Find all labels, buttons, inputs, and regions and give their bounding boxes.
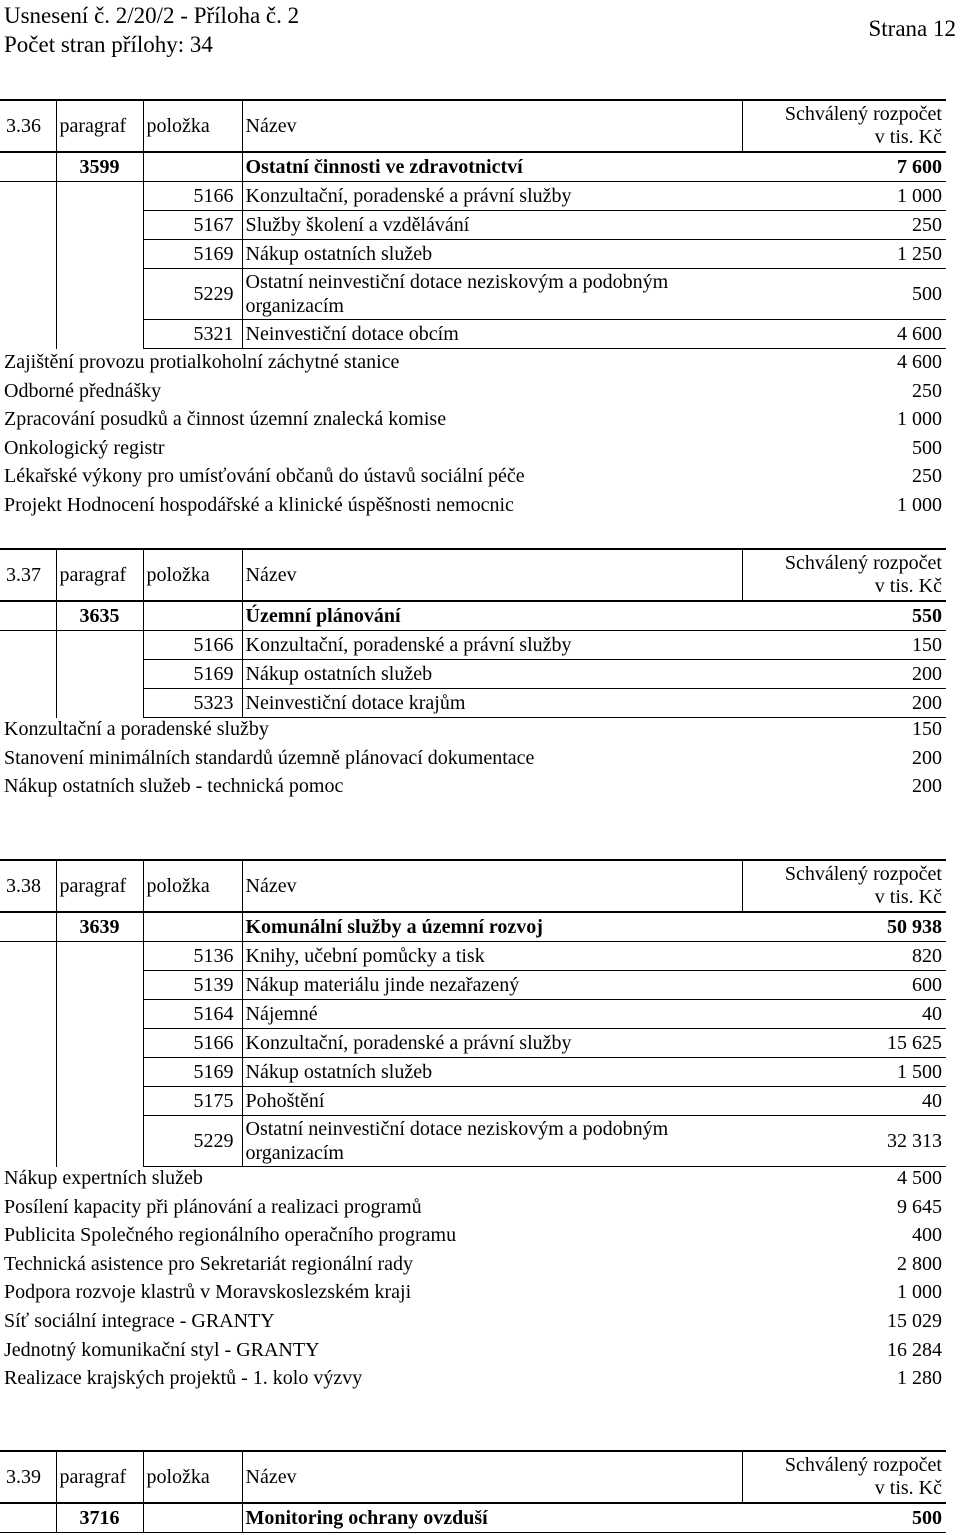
section-number: 3.39 xyxy=(0,1451,56,1503)
item-amount: 1 000 xyxy=(742,182,946,211)
item-name: Knihy, učební pomůcky a tisk xyxy=(242,942,742,971)
empty-cell xyxy=(0,912,56,942)
empty-cell xyxy=(56,631,143,660)
empty-cell xyxy=(0,320,56,349)
empty-cell xyxy=(0,1116,56,1167)
purpose-list-3-38 xyxy=(4,1164,942,1393)
item-code: 5229 xyxy=(143,1116,242,1167)
list-item xyxy=(4,1221,942,1250)
list-item xyxy=(4,377,942,406)
empty-cell xyxy=(0,689,56,718)
item-name: Nákup ostatních služeb xyxy=(242,1058,742,1087)
purpose-amount: 16 284 xyxy=(887,1338,942,1361)
table-row xyxy=(0,269,946,320)
table-row xyxy=(0,631,946,660)
empty-cell xyxy=(0,1058,56,1087)
purpose-list-3-37 xyxy=(4,715,942,801)
purpose-name: Posílení kapacity při plánování a realizaci programů xyxy=(4,1195,422,1218)
purpose-name: Podpora rozvoje klastrů v Moravskoslezském kraji xyxy=(4,1281,412,1304)
item-amount: 150 xyxy=(742,631,946,660)
item-code: 5169 xyxy=(143,660,242,689)
table-row xyxy=(0,320,946,349)
budget-header-line1: Schválený rozpočet xyxy=(784,1454,942,1476)
empty-cell xyxy=(56,211,143,240)
purpose-amount: 200 xyxy=(912,746,942,769)
item-name: Ostatní neinvestiční dotace neziskovým a podobným organizacím xyxy=(242,269,742,320)
item-amount: 40 xyxy=(742,1087,946,1116)
item-amount: 200 xyxy=(742,689,946,718)
section-number: 3.36 xyxy=(0,100,56,152)
empty-cell xyxy=(0,240,56,269)
item-amount: 4 600 xyxy=(742,320,946,349)
list-item xyxy=(4,491,942,520)
col-budget-header xyxy=(742,1451,946,1503)
empty-cell xyxy=(56,971,143,1000)
empty-cell xyxy=(56,1116,143,1167)
col-budget-header xyxy=(742,860,946,912)
col-nazev-header: Název xyxy=(242,1451,742,1503)
table-row xyxy=(0,182,946,211)
col-paragraf-header: paragraf xyxy=(56,549,143,601)
purpose-name: Stanovení minimálních standardů územně plánovací dokumentace xyxy=(4,746,535,769)
budget-table xyxy=(0,1450,946,1533)
section-3-38 xyxy=(0,859,946,1167)
group-row xyxy=(0,1503,946,1533)
col-nazev-header: Název xyxy=(242,100,742,152)
purpose-amount: 9 645 xyxy=(897,1195,942,1218)
item-amount: 600 xyxy=(742,971,946,1000)
table-row xyxy=(0,660,946,689)
table-header-row xyxy=(0,1451,946,1503)
list-item xyxy=(4,434,942,463)
empty-cell xyxy=(56,1087,143,1116)
list-item xyxy=(4,1364,942,1393)
empty-cell xyxy=(0,182,56,211)
table-row xyxy=(0,1000,946,1029)
item-code: 5175 xyxy=(143,1087,242,1116)
col-paragraf-header: paragraf xyxy=(56,860,143,912)
group-paragraf: 3599 xyxy=(56,152,143,182)
item-amount: 1 500 xyxy=(742,1058,946,1087)
col-nazev-header: Název xyxy=(242,860,742,912)
empty-cell xyxy=(143,1503,242,1533)
purpose-amount: 250 xyxy=(912,379,942,402)
col-budget-header xyxy=(742,100,946,152)
table-row xyxy=(0,1116,946,1167)
list-item xyxy=(4,1164,942,1193)
empty-cell xyxy=(56,320,143,349)
col-polozka-header: položka xyxy=(143,860,242,912)
document-title: Usnesení č. 2/20/2 - Příloha č. 2 xyxy=(4,3,300,28)
list-item xyxy=(4,348,942,377)
section-3-39 xyxy=(0,1450,946,1533)
table-row xyxy=(0,942,946,971)
list-item xyxy=(4,462,942,491)
empty-cell xyxy=(56,942,143,971)
empty-cell xyxy=(143,152,242,182)
item-code: 5136 xyxy=(143,942,242,971)
empty-cell xyxy=(0,631,56,660)
table-header-row xyxy=(0,100,946,152)
item-name: Neinvestiční dotace obcím xyxy=(242,320,742,349)
item-name: Služby školení a vzdělávání xyxy=(242,211,742,240)
item-code: 5169 xyxy=(143,1058,242,1087)
purpose-amount: 200 xyxy=(912,775,942,798)
purpose-name: Konzultační a poradenské služby xyxy=(4,718,269,740)
table-row xyxy=(0,211,946,240)
group-row xyxy=(0,152,946,182)
group-name: Monitoring ochrany ovzduší xyxy=(242,1503,742,1533)
item-code: 5169 xyxy=(143,240,242,269)
table-row xyxy=(0,1058,946,1087)
group-paragraf: 3639 xyxy=(56,912,143,942)
purpose-name: Publicita Společného regionálního operačního programu xyxy=(4,1224,457,1247)
col-nazev-header: Název xyxy=(242,549,742,601)
purpose-list-3-36 xyxy=(4,348,942,520)
page-number: Strana 12 xyxy=(868,16,956,41)
item-code: 5167 xyxy=(143,211,242,240)
budget-table xyxy=(0,859,946,1167)
purpose-name: Onkologický registr xyxy=(4,436,165,459)
col-polozka-header: položka xyxy=(143,549,242,601)
purpose-name: Realizace krajských projektů - 1. kolo výzvy xyxy=(4,1367,363,1390)
purpose-amount: 2 800 xyxy=(897,1252,942,1275)
item-code: 5166 xyxy=(143,182,242,211)
item-name: Nákup ostatních služeb xyxy=(242,240,742,269)
list-item xyxy=(4,744,942,773)
group-paragraf: 3716 xyxy=(56,1503,143,1533)
item-name: Nákup ostatních služeb xyxy=(242,660,742,689)
budget-header-line2: v tis. Kč xyxy=(874,886,942,908)
empty-cell xyxy=(56,182,143,211)
item-name: Konzultační, poradenské a právní služby xyxy=(242,1029,742,1058)
section-3-37 xyxy=(0,548,946,718)
empty-cell xyxy=(0,1029,56,1058)
purpose-amount: 1 000 xyxy=(897,1281,942,1304)
item-amount: 32 313 xyxy=(742,1116,946,1167)
section-number: 3.38 xyxy=(0,860,56,912)
budget-header-line1: Schválený rozpočet xyxy=(784,103,942,125)
empty-cell xyxy=(56,1058,143,1087)
group-row xyxy=(0,912,946,942)
group-amount: 550 xyxy=(742,601,946,631)
empty-cell xyxy=(143,601,242,631)
group-amount: 50 938 xyxy=(742,912,946,942)
purpose-name: Lékařské výkony pro umísťování občanů do ústavů sociální péče xyxy=(4,465,525,488)
group-row xyxy=(0,601,946,631)
item-name: Nájemné xyxy=(242,1000,742,1029)
purpose-name: Projekt Hodnocení hospodářské a klinické úspěšnosti nemocnic xyxy=(4,493,514,516)
purpose-amount: 250 xyxy=(912,465,942,488)
table-row xyxy=(0,971,946,1000)
purpose-name: Odborné přednášky xyxy=(4,379,162,402)
empty-cell xyxy=(56,689,143,718)
col-paragraf-header: paragraf xyxy=(56,1451,143,1503)
empty-cell xyxy=(0,660,56,689)
table-row xyxy=(0,240,946,269)
group-amount: 500 xyxy=(742,1503,946,1533)
table-header-row xyxy=(0,549,946,601)
list-item xyxy=(4,405,942,434)
page-count: Počet stran přílohy: 34 xyxy=(4,32,213,57)
item-name: Konzultační, poradenské a právní služby xyxy=(242,182,742,211)
table-header-row xyxy=(0,860,946,912)
purpose-name: Zajištění provozu protialkoholní záchytné stanice xyxy=(4,351,400,373)
item-code: 5166 xyxy=(143,631,242,660)
col-polozka-header: položka xyxy=(143,1451,242,1503)
purpose-amount: 1 000 xyxy=(897,408,942,431)
item-amount: 40 xyxy=(742,1000,946,1029)
purpose-amount: 500 xyxy=(912,436,942,459)
purpose-amount: 1 000 xyxy=(897,493,942,516)
table-row xyxy=(0,689,946,718)
list-item xyxy=(4,715,942,744)
table-row xyxy=(0,1029,946,1058)
list-item xyxy=(4,1336,942,1365)
purpose-amount: 15 029 xyxy=(887,1309,942,1332)
empty-cell xyxy=(0,211,56,240)
item-code: 5139 xyxy=(143,971,242,1000)
table-row xyxy=(0,1087,946,1116)
list-item xyxy=(4,1193,942,1222)
item-amount: 1 250 xyxy=(742,240,946,269)
item-code: 5164 xyxy=(143,1000,242,1029)
purpose-name: Zpracování posudků a činnost územní znalecká komise xyxy=(4,408,447,431)
item-amount: 820 xyxy=(742,942,946,971)
purpose-name: Jednotný komunikační styl - GRANTY xyxy=(4,1338,320,1361)
item-amount: 250 xyxy=(742,211,946,240)
budget-table xyxy=(0,99,946,349)
item-amount: 200 xyxy=(742,660,946,689)
group-paragraf: 3635 xyxy=(56,601,143,631)
empty-cell xyxy=(0,971,56,1000)
item-name: Nákup materiálu jinde nezařazený xyxy=(242,971,742,1000)
purpose-amount: 4 500 xyxy=(897,1167,942,1189)
empty-cell xyxy=(56,240,143,269)
empty-cell xyxy=(0,1087,56,1116)
item-code: 5166 xyxy=(143,1029,242,1058)
empty-cell xyxy=(56,660,143,689)
group-name: Ostatní činnosti ve zdravotnictví xyxy=(242,152,742,182)
item-name: Ostatní neinvestiční dotace neziskovým a podobným organizacím xyxy=(242,1116,742,1167)
item-name: Konzultační, poradenské a právní služby xyxy=(242,631,742,660)
purpose-amount: 4 600 xyxy=(897,351,942,373)
col-paragraf-header: paragraf xyxy=(56,100,143,152)
budget-header-line2: v tis. Kč xyxy=(874,1477,942,1499)
empty-cell xyxy=(0,942,56,971)
empty-cell xyxy=(0,152,56,182)
purpose-amount: 400 xyxy=(912,1224,942,1247)
empty-cell xyxy=(56,1029,143,1058)
purpose-name: Nákup expertních služeb xyxy=(4,1167,203,1189)
empty-cell xyxy=(0,269,56,320)
budget-header-line1: Schválený rozpočet xyxy=(784,863,942,885)
budget-header-line2: v tis. Kč xyxy=(874,575,942,597)
item-code: 5229 xyxy=(143,269,242,320)
item-code: 5321 xyxy=(143,320,242,349)
list-item xyxy=(4,1250,942,1279)
section-3-36 xyxy=(0,99,946,349)
budget-header-line1: Schválený rozpočet xyxy=(784,552,942,574)
item-name: Neinvestiční dotace krajům xyxy=(242,689,742,718)
list-item xyxy=(4,772,942,801)
empty-cell xyxy=(56,1000,143,1029)
group-name: Komunální služby a územní rozvoj xyxy=(242,912,742,942)
col-polozka-header: položka xyxy=(143,100,242,152)
budget-table xyxy=(0,548,946,718)
purpose-amount: 150 xyxy=(912,718,942,740)
empty-cell xyxy=(56,269,143,320)
item-code: 5323 xyxy=(143,689,242,718)
group-name: Územní plánování xyxy=(242,601,742,631)
group-amount: 7 600 xyxy=(742,152,946,182)
section-number: 3.37 xyxy=(0,549,56,601)
purpose-name: Nákup ostatních služeb - technická pomoc xyxy=(4,775,344,798)
budget-header-line2: v tis. Kč xyxy=(874,126,942,148)
item-amount: 15 625 xyxy=(742,1029,946,1058)
empty-cell xyxy=(0,1000,56,1029)
item-name: Pohoštění xyxy=(242,1087,742,1116)
purpose-name: Síť sociální integrace - GRANTY xyxy=(4,1309,275,1332)
list-item xyxy=(4,1307,942,1336)
col-budget-header xyxy=(742,549,946,601)
item-amount: 500 xyxy=(742,269,946,320)
purpose-name: Technická asistence pro Sekretariát regionální rady xyxy=(4,1252,413,1275)
empty-cell xyxy=(143,912,242,942)
empty-cell xyxy=(0,1503,56,1533)
list-item xyxy=(4,1278,942,1307)
empty-cell xyxy=(0,601,56,631)
purpose-amount: 1 280 xyxy=(897,1367,942,1390)
